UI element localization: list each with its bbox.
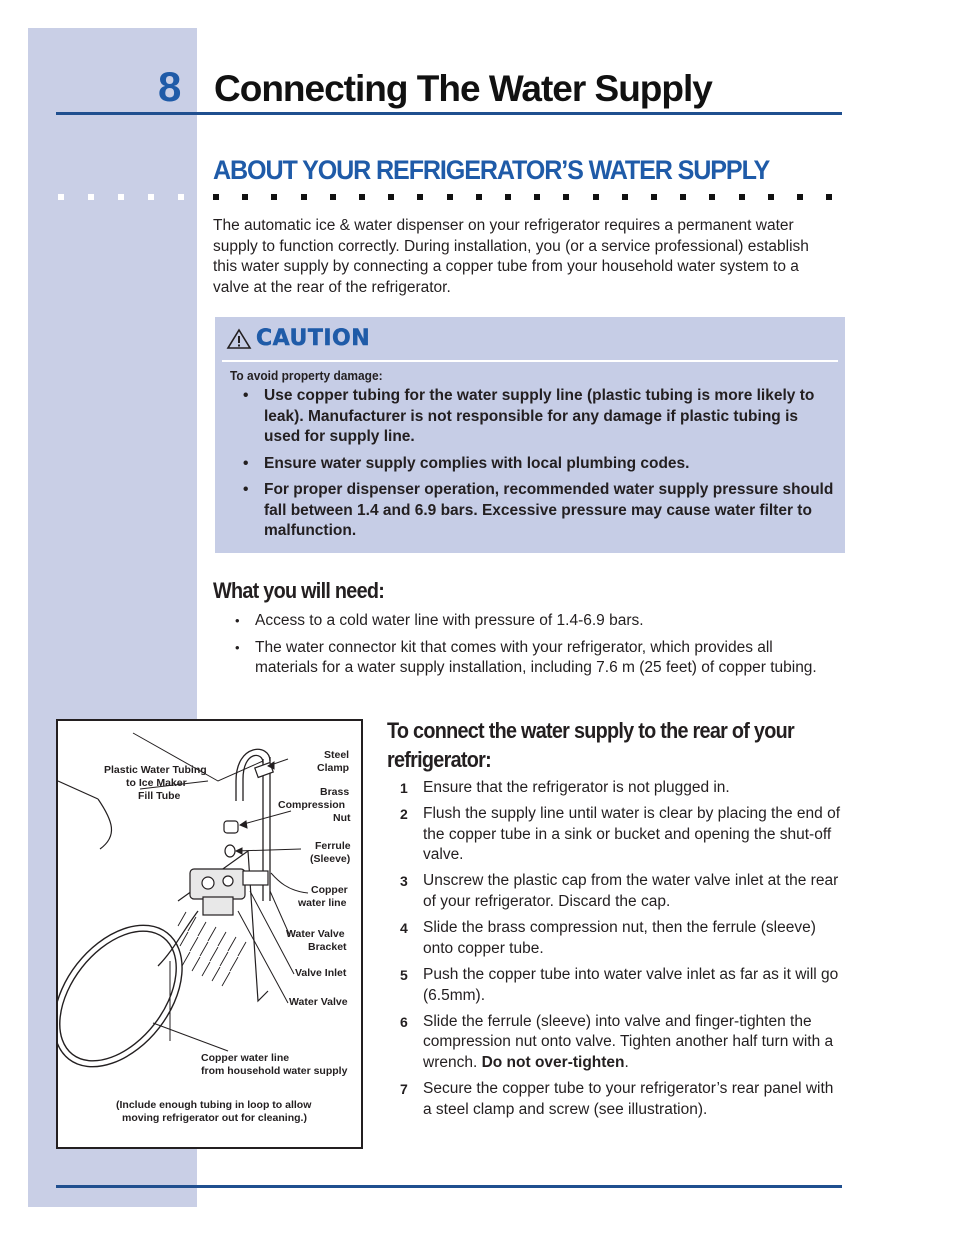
label-copper-household: Copper water line — [201, 1052, 290, 1064]
sidebar-dot-divider — [58, 194, 188, 202]
label-ferrule: Ferrule — [315, 840, 351, 852]
step-item — [400, 965, 845, 1006]
divider-dot — [593, 194, 599, 200]
step-number: 3 — [400, 873, 408, 890]
step-text: Flush the supply line until water is clear by placing the end of the copper tube in a sink or bucket and opening the shut-off valve. — [423, 805, 841, 864]
label-plastic-tubing: to Ice Maker — [126, 777, 187, 789]
step-text: Secure the copper tube to your refrigerator’s rear panel with a steel clamp and screw (see illustration). — [423, 1079, 834, 1118]
step-number: 7 — [400, 1080, 408, 1097]
label-steel-clamp: Steel — [324, 749, 350, 761]
label-steel-clamp: Clamp — [317, 762, 350, 774]
caution-divider — [222, 360, 838, 362]
caution-subheading: To avoid property damage: — [230, 368, 383, 383]
step-number: 5 — [400, 966, 408, 983]
label-copper-household: from household water supply — [201, 1065, 348, 1077]
label-copper-line: water line — [298, 897, 347, 909]
divider-dot — [417, 194, 423, 200]
divider-dot — [388, 194, 394, 200]
step-item — [400, 804, 845, 866]
label-valve-bracket: Bracket — [308, 941, 347, 953]
step-text: Slide the ferrule (sleeve) into valve and finger-tighten the compression nut onto valve. Tighten another half turn with a wrench. — [423, 1012, 834, 1071]
section-dot-divider — [213, 194, 845, 202]
divider-dot — [768, 194, 774, 200]
caution-list — [243, 386, 838, 547]
step-text: Unscrew the plastic cap from the water valve inlet at the rear of your refrigerator. Discard the cap. — [423, 872, 839, 911]
warning-triangle-icon — [226, 328, 252, 350]
divider-dot — [178, 194, 184, 200]
header-rule — [56, 112, 842, 115]
divider-dot — [797, 194, 803, 200]
divider-dot — [651, 194, 657, 200]
figure-note: moving refrigerator out for cleaning.) — [122, 1112, 307, 1124]
water-connection-illustration — [56, 719, 363, 1149]
section-title: ABOUT YOUR REFRIGERATOR’S WATER SUPPLY — [213, 155, 770, 185]
divider-dot — [563, 194, 569, 200]
step-item — [400, 918, 845, 959]
step-text: Push the copper tube into water valve inlet as far as it will go (6.5mm). — [423, 965, 839, 1004]
chapter-title: Connecting The Water Supply — [214, 68, 712, 109]
label-ferrule: (Sleeve) — [310, 853, 351, 865]
divider-dot — [330, 194, 336, 200]
step-item — [400, 1012, 845, 1074]
label-water-valve: Water Valve — [289, 996, 348, 1008]
caution-item: • For proper dispenser operation, recommended water supply pressure should fall between 1.4 and 6.9 bars. Excessive pressure may cause water filter to malfunction. — [243, 480, 838, 542]
label-valve-inlet: Valve Inlet — [295, 967, 347, 979]
label-plastic-tubing: Fill Tube — [138, 790, 181, 802]
footer-rule — [56, 1185, 842, 1188]
step-item — [400, 1079, 845, 1120]
divider-dot — [739, 194, 745, 200]
need-list — [235, 611, 835, 685]
divider-dot — [118, 194, 124, 200]
caution-heading — [226, 326, 370, 351]
step-text-tail: . — [624, 1053, 629, 1071]
step-warning: Do not over-tighten — [481, 1053, 625, 1071]
need-item: • Access to a cold water line with pressure of 1.4-6.9 bars. — [235, 611, 835, 632]
step-text: Slide the brass compression nut, then the ferrule (sleeve) onto copper tube. — [423, 919, 816, 957]
divider-dot — [709, 194, 715, 200]
divider-dot — [242, 194, 248, 200]
step-number: 4 — [400, 920, 408, 937]
divider-dot — [271, 194, 277, 200]
divider-dot — [826, 194, 832, 200]
label-brass-nut: Brass — [320, 786, 350, 798]
connect-heading: To connect the water supply to the rear of your refrigerator: — [387, 718, 794, 772]
label-valve-bracket: Water Valve — [286, 928, 345, 940]
step-item — [400, 778, 845, 799]
caution-label: CAUTION — [256, 326, 371, 351]
label-copper-line: Copper — [311, 884, 348, 896]
need-heading: What you will need: — [213, 578, 385, 603]
step-text: Ensure that the refrigerator is not plugged in. — [423, 779, 730, 796]
water-connection-diagram — [58, 721, 361, 1147]
caution-item: • Use copper tubing for the water supply line (plastic tubing is more likely to leak). Manufacturer is not responsible for any damage if plastic tubing is used for supply line. — [243, 386, 838, 448]
step-number: 2 — [400, 806, 408, 822]
need-item: • The water connector kit that comes with your refrigerator, which provides all materials for a water supply installation, including 7.6 m (25 feet) of copper tubing. — [235, 638, 835, 679]
divider-dot — [301, 194, 307, 200]
divider-dot — [534, 194, 540, 200]
divider-dot — [447, 194, 453, 200]
intro-paragraph: The automatic ice & water dispenser on your refrigerator requires a permanent water supply to function correctly. During installation, you (or a service professional) establish this water supply by connecting a copper tube from your household water system to a valve at the rear of the refrigerator. — [213, 217, 809, 297]
chapter-number: 8 — [158, 63, 182, 110]
label-plastic-tubing: Plastic Water Tubing — [104, 764, 207, 776]
divider-dot — [58, 194, 64, 200]
divider-dot — [622, 194, 628, 200]
divider-dot — [476, 194, 482, 200]
divider-dot — [359, 194, 365, 200]
connect-steps — [400, 778, 845, 1126]
step-item — [400, 871, 845, 912]
caution-item: • Ensure water supply complies with local plumbing codes. — [243, 454, 838, 475]
divider-dot — [505, 194, 511, 200]
divider-dot — [213, 194, 219, 200]
figure-note: (Include enough tubing in loop to allow — [116, 1099, 312, 1111]
divider-dot — [148, 194, 154, 200]
step-number: 1 — [400, 780, 408, 796]
step-number: 6 — [400, 1013, 408, 1030]
label-brass-nut: Nut — [333, 812, 351, 824]
label-brass-nut: Compression — [278, 799, 346, 811]
divider-dot — [680, 194, 686, 200]
divider-dot — [88, 194, 94, 200]
